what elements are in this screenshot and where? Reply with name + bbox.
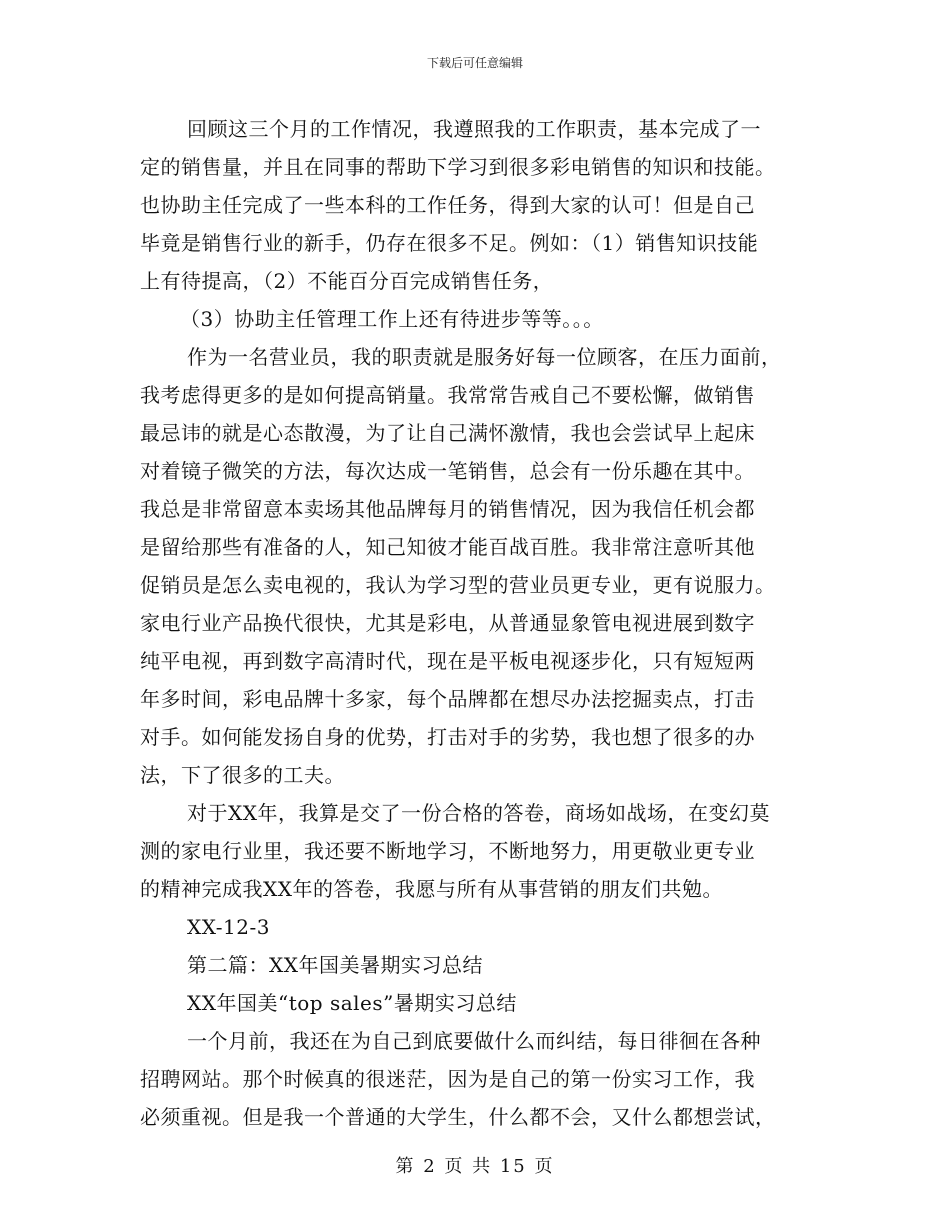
text-line: 对着镜子微笑的方法，每次达成一笔销售，总会有一份乐趣在其中。: [140, 459, 755, 483]
text-line: 也协助主任完成了一些本科的工作任务，得到大家的认可！但是自己: [140, 193, 755, 217]
text-line: 毕竟是销售行业的新手，仍存在很多不足。例如：（1）销售知识技能: [140, 231, 759, 255]
text-line: 年多时间，彩电品牌十多家，每个品牌都在想尽办法挖掘卖点，打击: [140, 687, 755, 711]
text-line: 的精神完成我XX年的答卷，我愿与所有从事营销的朋友们共勉。: [140, 877, 723, 901]
page-number: 第 2 页 共 15 页: [395, 1156, 555, 1177]
text-line: 必须重视。但是我一个普通的大学生，什么都不会，又什么都想尝试，: [140, 1105, 776, 1129]
text-line: 最忌讳的就是心态散漫，为了让自己满怀激情，我也会尝试早上起床: [140, 421, 755, 445]
text-line: 我考虑得更多的是如何提高销量。我常常告戒自己不要松懈，做销售: [140, 383, 755, 407]
text-line: 对手。如何能发扬自身的优势，打击对手的劣势，我也想了很多的办: [140, 725, 755, 749]
document-body: [140, 110, 810, 1136]
text-line: 促销员是怎么卖电视的，我认为学习型的营业员更专业，更有说服力。: [140, 573, 776, 597]
text-line: XX-12-3: [187, 915, 270, 939]
text-line: 法，下了很多的工夫。: [140, 763, 345, 787]
text-line: 定的销售量，并且在同事的帮助下学习到很多彩电销售的知识和技能。: [140, 155, 776, 179]
page-header-note: 下载后可任意编辑: [426, 56, 523, 70]
text-line: 一个月前，我还在为自己到底要做什么而纠结，每日徘徊在各种: [187, 1029, 761, 1053]
text-line: 纯平电视，再到数字高清时代，现在是平板电视逐步化，只有短短两: [140, 649, 755, 673]
text-line: 招聘网站。那个时候真的很迷茫，因为是自己的第一份实习工作，我: [140, 1067, 755, 1091]
section-subtitle: XX年国美“top sales”暑期实习总结: [187, 991, 517, 1015]
text-line: 是留给那些有准备的人，知己知彼才能百战百胜。我非常注意听其他: [140, 535, 755, 559]
text-line: 家电行业产品换代很快，尤其是彩电，从普通显象管电视进展到数字: [140, 611, 755, 635]
text-line: 上有待提高，（2）不能百分百完成销售任务，: [140, 269, 554, 293]
text-line: （3）协助主任管理工作上还有待进步等等。。。: [180, 307, 604, 331]
section-heading: 第二篇：XX年国美暑期实习总结: [187, 953, 483, 977]
text-line: 对于XX年，我算是交了一份合格的答卷，商场如战场，在变幻莫: [187, 801, 770, 825]
text-line: 测的家电行业里，我还要不断地学习，不断地努力，用更敬业更专业: [140, 839, 755, 863]
text-line: 作为一名营业员，我的职责就是服务好每一位顾客，在压力面前，: [187, 345, 782, 369]
text-line: 我总是非常留意本卖场其他品牌每月的销售情况，因为我信任机会都: [140, 497, 755, 521]
text-line: 回顾这三个月的工作情况，我遵照我的工作职责，基本完成了一: [187, 117, 761, 141]
